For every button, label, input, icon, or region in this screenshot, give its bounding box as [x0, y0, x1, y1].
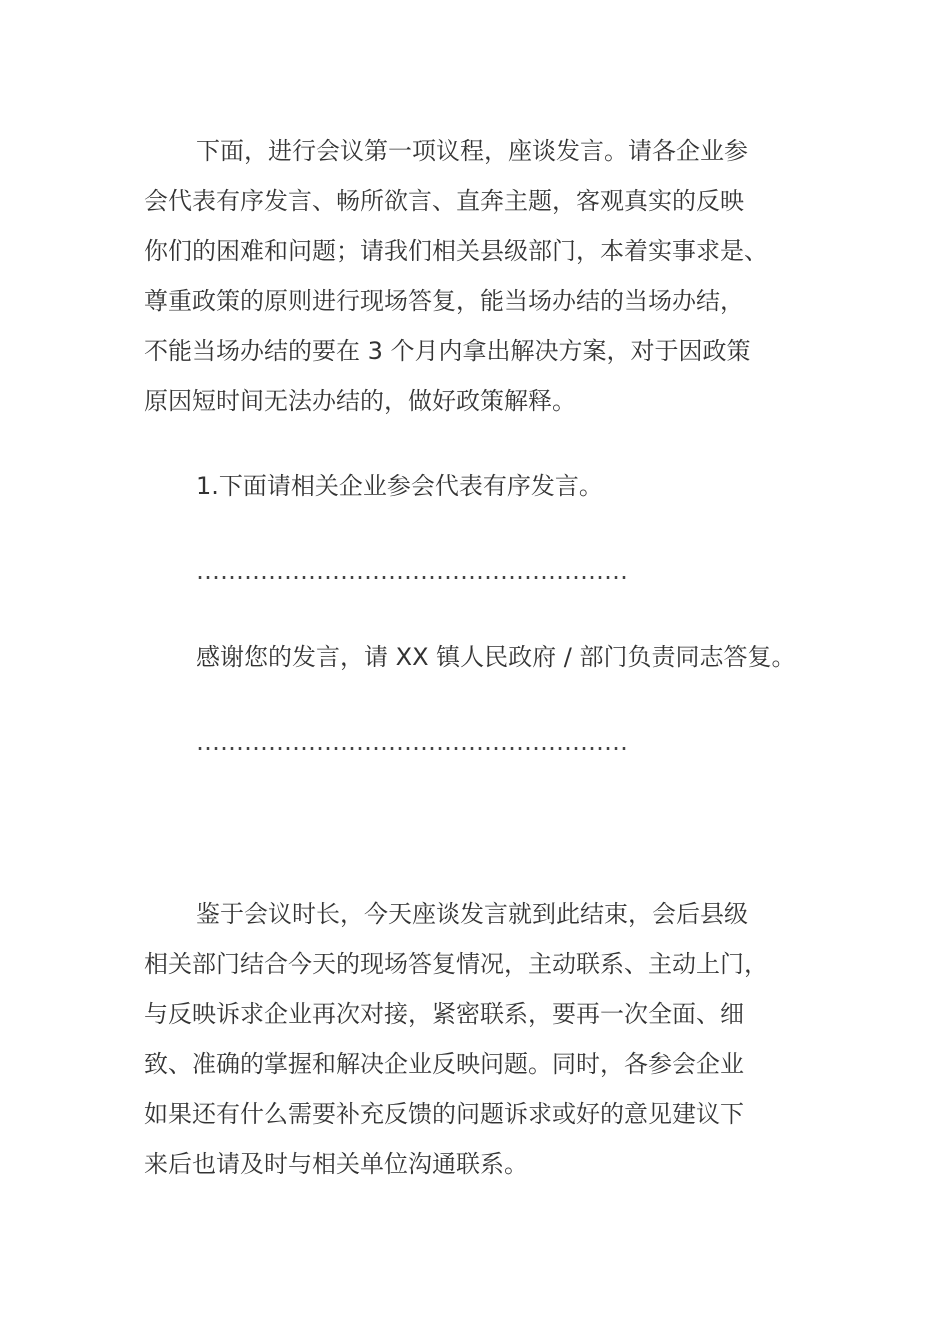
paragraph-line: 与反映诉求企业再次对接，紧密联系，要再一次全面、细 [144, 1000, 744, 1028]
ellipsis-text: ……………………………………………… [196, 557, 628, 585]
item-text: 1.下面请相关企业参会代表有序发言。 [196, 472, 603, 500]
paragraph-line: 来后也请及时与相关单位沟通联系。 [144, 1150, 528, 1178]
paragraph-line: 你们的困难和问题；请我们相关县级部门，本着实事求是、 [144, 237, 768, 265]
ellipsis-text: ……………………………………………… [196, 728, 628, 756]
paragraph-line: 如果还有什么需要补充反馈的问题诉求或好的意见建议下 [144, 1100, 744, 1128]
paragraph-line: 原因短时间无法办结的，做好政策解释。 [144, 387, 576, 415]
paragraph-line: 尊重政策的原则进行现场答复，能当场办结的当场办结， [144, 287, 744, 315]
paragraph-line: 会代表有序发言、畅所欲言、直奔主题，客观真实的反映 [144, 187, 744, 215]
paragraph-line: 致、准确的掌握和解决企业反映问题。同时，各参会企业 [144, 1050, 744, 1078]
paragraph-line: 下面，进行会议第一项议程，座谈发言。请各企业参 [196, 137, 748, 165]
paragraph-line: 不能当场办结的要在 3 个月内拿出解决方案，对于因政策 [144, 337, 751, 365]
paragraph-line: 鉴于会议时长，今天座谈发言就到此结束，会后县级 [196, 900, 748, 928]
paragraph-line: 相关部门结合今天的现场答复情况，主动联系、主动上门， [144, 950, 768, 978]
thanks-text: 感谢您的发言，请 XX 镇人民政府 / 部门负责同志答复。 [196, 643, 796, 671]
